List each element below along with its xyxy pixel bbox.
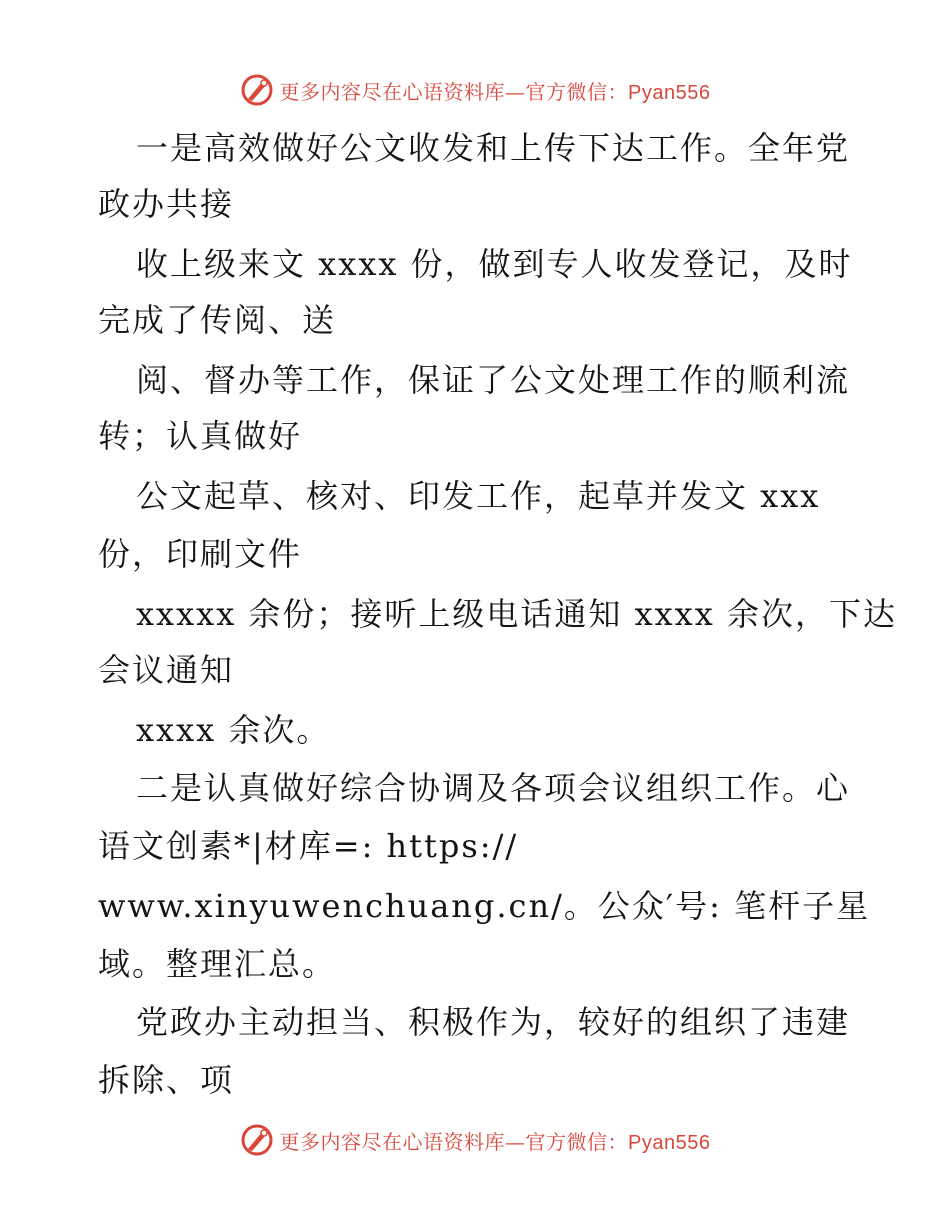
text-line: 政办共接: [98, 185, 235, 223]
text-line: www.xinyuwenchuang.cn/。公众′号: 笔杆子星: [98, 887, 871, 925]
text-line: 党政办主动担当、积极作为，较好的组织了违建: [136, 1003, 851, 1041]
text-line: 一是高效做好公文收发和上传下达工作。全年党: [136, 129, 851, 167]
text-line: 份，印刷文件: [98, 535, 303, 573]
text-line: 语文创素*|材库=: https://: [98, 827, 519, 865]
text-line: 会议通知: [98, 651, 235, 689]
text-line: xxxxx 余份；接听上级电话通知 xxxx 余次，下达: [136, 595, 897, 633]
footer-banner-text: [280, 1126, 711, 1155]
text-line: 域。整理汇总。: [98, 945, 337, 983]
text-line: 完成了传阅、送: [98, 301, 337, 339]
text-line: 公文起草、核对、印发工作，起草并发文 xxx: [136, 477, 821, 515]
text-line: xxxx 余次。: [136, 711, 331, 749]
footer-banner-label: 更多内容尽在心语资料库—官方微信：: [279, 1129, 629, 1154]
text-line: 拆除、项: [98, 1061, 235, 1099]
footer-wechat-id: Pyan556: [628, 1131, 711, 1154]
text-line: 收上级来文 xxxx 份，做到专人收发登记，及时: [136, 245, 853, 283]
pen-logo-icon: [240, 1123, 274, 1157]
text-line: 二是认真做好综合协调及各项会议组织工作。心: [136, 769, 851, 807]
text-line: 转；认真做好: [98, 417, 303, 455]
footer-banner: [0, 1120, 950, 1160]
header-banner-label: 更多内容尽在心语资料库—官方微信：: [279, 79, 629, 104]
text-line: 阅、督办等工作，保证了公文处理工作的顺利流: [136, 361, 851, 399]
header-wechat-id: Pyan556: [628, 81, 711, 104]
